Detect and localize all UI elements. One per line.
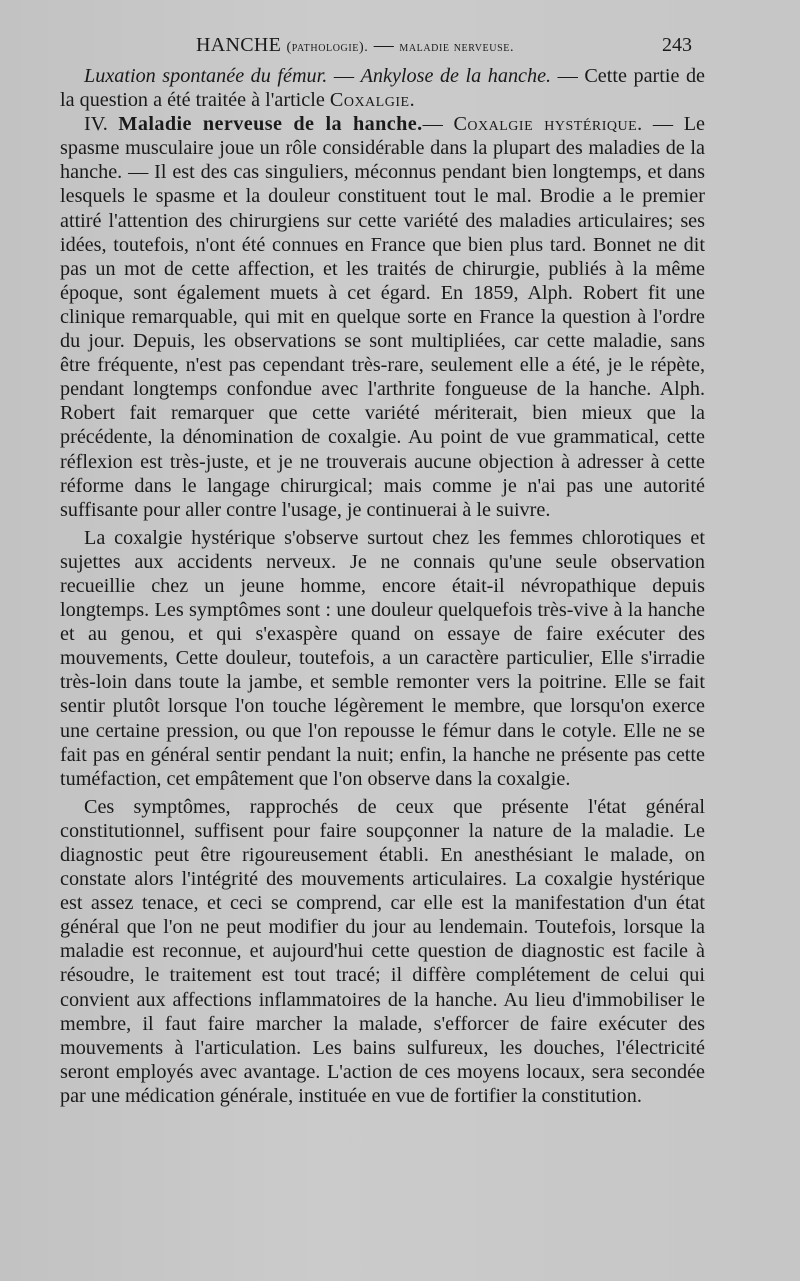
page-number: 243 [662,34,692,56]
running-title [196,34,514,57]
header-title-paren: (pathologie). [286,40,369,55]
paragraph-symptomes: La coxalgie hystérique s'observe surtout chez les femmes chlorotiques et sujettes aux accidents nerveux. Je ne connais qu'une seule observation recueillie chez un jeune homme, encore était-il névropathique depuis longtemps. Les symptômes sont : une douleur quelquefois très-vive à la hanche et au genou, et qui s'exaspère quand on essaye de faire exécuter des mouvements, Cette douleur, toutefois, a un caractère particulier, Elle s'irradie très-loin dans toute la jambe, et semble remonter vers la poitrine. Elle se fait sentir plutôt lorsque l'on touche légèrement le membre, que lorsqu'on exerce une certaine pression, ou que l'on repousse le fémur dans le cotyle. Elle ne se fait pas en général sentir pendant la nuit; enfin, la hanche ne présente pas cette tuméfaction, cet empâtement que l'on observe dans la coxalgie. [60,526,705,790]
running-header [0,34,800,58]
ref-coxalgie: Coxalgie [329,89,410,112]
dash-luxation: — [327,65,361,87]
paragraph-diagnostic: Ces symptômes, rapprochés de ceux que présente l'état général constitutionnel, suffisent pour faire soupçonner la nature de la maladie. Le diagnostic peut être rigoureusement établi. En anesthésiant le malade, on constate alors l'intégrité des mouvements articulaires. La coxalgie hystérique est assez tenace, et ceci se comprend, car elle est la manifestation d'un état général que l'on ne peut modifier du jour au lendemain. Toutefois, lorsque la maladie est reconnue, et aujourd'hui cette question de diagnostic est facile à résoudre, le traitement est tout tracé; il diffère complétement de celui qui convient aux affections inflammatoires de la hanche. Au lieu d'immobiliser le membre, il faut faire marcher la malade, s'efforcer de faire exécuter des mouvements à l'articulation. Les bains sulfureux, les douches, l'électricité seront employés avec avantage. L'action de ces moyens locaux, sera secondée par une médication générale, instituée en vue de fortifier la constitution. [60,795,705,1107]
header-dash: — [373,34,395,56]
italic-luxation: Luxation spontanée du fémur. [84,65,328,87]
text-luxation-end: . [409,89,415,112]
header-subject: maladie nerveuse. [399,40,515,55]
paragraph-section-iv [60,112,705,522]
section-dash: — [422,113,454,136]
header-title-main: HANCHE [196,34,282,56]
paragraph-luxation [60,64,705,112]
body-text [60,64,705,1108]
text-section-iv: . — Le spasme musculaire joue un rôle considérable dans la plupart des maladies de la hanche. — Il est des cas singuliers, méconnus pendant bien longtemps, et dans lesquels le spasme et la douleur constituent tout le mal. Brodie a le premier attiré l'attention des chirurgiens sur cette variété des maladies articulaires; ses idées, toutefois, n'ont été connues en France que bien plus tard. Bonnet ne dit pas un mot de cette affection, et les traités de chirurgie, publiés à la même époque, sont également muets à cet égard. En 1859, Alph. Robert fit une clinique remarquable, qui mit en quelque sorte en France la question à l'ordre du jour. Depuis, les observations se sont multipliées, car cette maladie, sans être fréquente, n'est pas cependant très-rare, seulement elle a été, je le répète, pendant longtemps confondue avec l'arthrite fongueuse de la hanche. Alph. Robert fait remarquer que cette variété mériterait, bien mieux que la précédente, la dénomination de coxalgie. Au point de vue grammatical, cette réflexion est très-juste, et je ne trouverais aucune objection à adresser à cette réforme dans le langage chirurgical; mais comme je n'ai pas une autorité suffisante pour aller contre l'usage, je continuerai à le suivre. [60,113,706,521]
italic-ankylose: Ankylose de la hanche. [360,65,552,87]
section-heading: Maladie nerveuse de la hanche. [118,113,423,136]
section-numeral: IV. [84,113,108,136]
text-luxation: — Cette partie de la question a été traitée à l'article [60,65,706,112]
term-coxalgie-hysterique: Coxalgie hystérique [453,113,638,136]
